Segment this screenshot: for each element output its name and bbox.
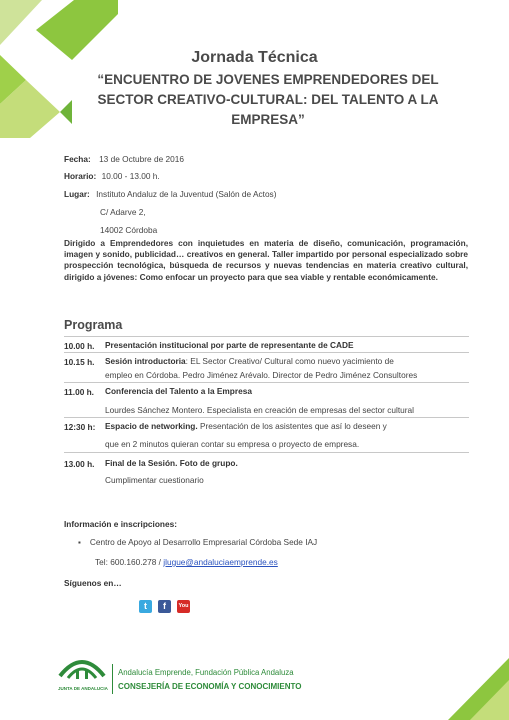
info-bullet-item	[78, 537, 317, 547]
schedule-text: empleo en Córdoba. Pedro Jiménez Arévalo. Director de Pedro Jiménez Consultores	[105, 370, 418, 380]
schedule-time: 11.00 h.	[64, 387, 94, 397]
fecha-label: Fecha:	[64, 154, 91, 164]
info-bullet-text: Centro de Apoyo al Desarrollo Empresarial Córdoba Sede IAJ	[89, 537, 318, 547]
schedule-title: Presentación institucional por parte de representante de CADE	[105, 340, 354, 350]
youtube-icon[interactable]	[177, 600, 190, 613]
horario-row	[64, 171, 160, 181]
schedule-item	[105, 457, 238, 470]
schedule-title: Final de la Sesión. Foto de grupo.	[105, 458, 238, 468]
bullet-icon: ▪	[78, 538, 81, 547]
junta-label: JUNTA DE ANDALUCIA	[58, 686, 108, 691]
programa-heading: Programa	[64, 318, 123, 332]
email-link[interactable]: jlugue@andaluciaemprende.es	[163, 557, 278, 567]
decorative-corner-bottom-right	[440, 640, 509, 720]
divider	[64, 417, 469, 418]
org-name: Andalucía Emprende, Fundación Pública Andaluza	[118, 668, 294, 677]
fecha-value: 13 de Octubre de 2016	[99, 154, 184, 164]
schedule-title: Sesión introductoria	[105, 356, 186, 366]
horario-label: Horario:	[64, 171, 97, 181]
fecha-row	[64, 154, 184, 164]
subtitle-line: SECTOR CREATIVO-CULTURAL: DEL TALENTO A LA	[97, 92, 439, 107]
subtitle-line: “ENCUENTRO DE JOVENES EMPRENDEDORES DEL	[97, 72, 439, 87]
lugar-label: Lugar:	[64, 189, 90, 199]
schedule-time: 12:30 h:	[64, 422, 96, 432]
divider	[64, 452, 469, 453]
tel-text: Tel: 600.160.278 /	[95, 557, 161, 567]
youtube-icon-text: You	[178, 603, 189, 609]
schedule-item	[105, 420, 387, 433]
address-line: C/ Adarve 2,	[100, 207, 146, 217]
junta-andalucia-logo-icon	[56, 654, 108, 686]
contact-row	[95, 557, 278, 567]
divider	[64, 352, 469, 353]
lugar-row	[64, 189, 276, 199]
horario-value: 10.00 - 13.00 h.	[101, 171, 160, 181]
schedule-time: 13.00 h.	[64, 459, 95, 469]
info-heading: Información e inscripciones:	[64, 519, 177, 529]
schedule-item	[105, 385, 252, 398]
schedule-text: Cumplimentar cuestionario	[105, 475, 204, 485]
divider	[64, 336, 469, 337]
subtitle-line: EMPRESA”	[231, 112, 305, 127]
lugar-value: Instituto Andaluz de la Juventud (Salón de Actos)	[96, 189, 277, 199]
page-title: Jornada Técnica	[191, 49, 318, 66]
schedule-item	[105, 355, 469, 368]
schedule-text: que en 2 minutos quieran contar su empresa o proyecto de empresa.	[105, 439, 360, 449]
follow-us-label: Síguenos en…	[64, 578, 122, 588]
schedule-text: Lourdes Sánchez Montero. Especialista en creación de empresas del sector cultural	[105, 405, 414, 415]
event-subtitle	[88, 70, 448, 130]
schedule-item	[105, 339, 354, 352]
consejeria-name: CONSEJERÍA DE ECONOMÍA Y CONOCIMIENTO	[118, 682, 302, 691]
schedule-title: Espacio de networking.	[105, 421, 198, 431]
divider	[64, 382, 469, 383]
schedule-text: Presentación de los asistentes que así lo deseen y	[197, 421, 387, 431]
twitter-icon[interactable]: t	[139, 600, 152, 613]
facebook-icon[interactable]: f	[158, 600, 171, 613]
schedule-title: Conferencia del Talento a la Empresa	[105, 386, 252, 396]
schedule-text: : EL Sector Creativo/ Cultural como nuevo yacimiento de	[185, 356, 394, 366]
event-description: Dirigido a Emprendedores con inquietudes en materia de diseño, comunicación, programación, imagen y sonido, publicidad… creativos en general. Taller impartido por personal especializado sobre prospección tecnológica, búsqueda de recursos y nuevas tendencias en materia creativo cultural, dirigido a jóvenes: Como enfocar un proyecto para que sea viable y rentable económicamente.	[64, 238, 468, 282]
schedule-time: 10.00 h.	[64, 341, 95, 351]
schedule-time: 10.15 h.	[64, 357, 95, 367]
address-line: 14002 Córdoba	[100, 225, 158, 235]
footer-divider	[112, 664, 113, 694]
